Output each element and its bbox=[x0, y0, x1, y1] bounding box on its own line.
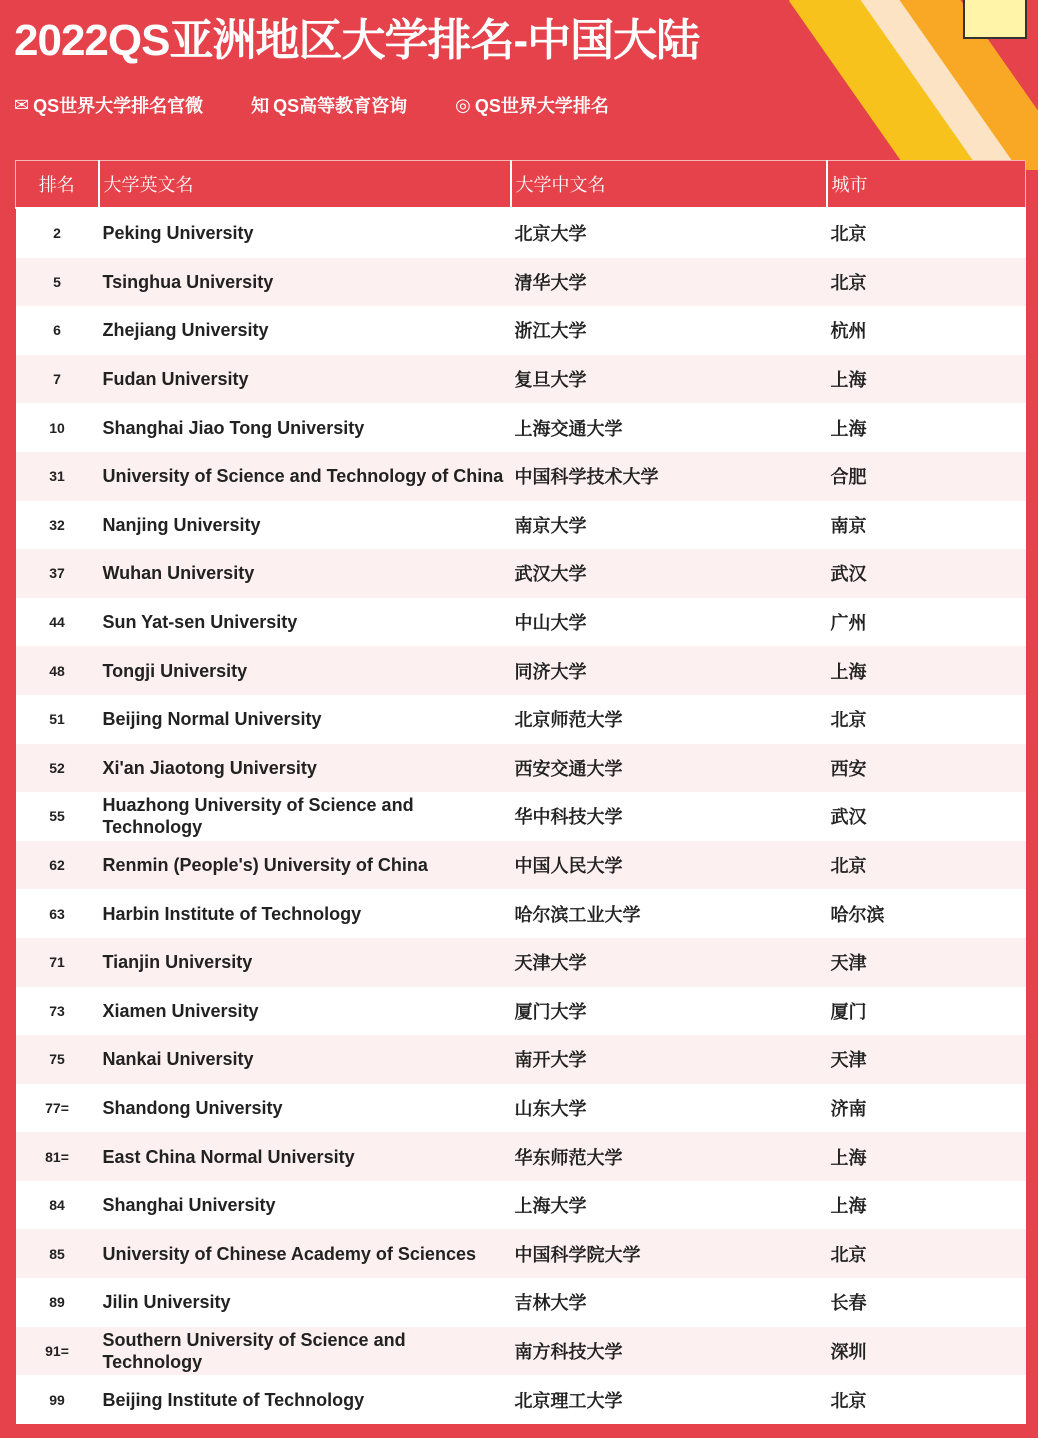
table-row bbox=[16, 306, 1026, 355]
table-row bbox=[16, 1084, 1026, 1133]
city-cell: 武汉 bbox=[827, 792, 1026, 841]
english-name-cell: Wuhan University bbox=[99, 549, 511, 598]
rank-cell: 91= bbox=[16, 1327, 99, 1376]
city-cell: 厦门 bbox=[827, 987, 1026, 1036]
chinese-name-cell: 山东大学 bbox=[511, 1084, 827, 1133]
rank-cell: 6 bbox=[16, 306, 99, 355]
rank-cell: 52 bbox=[16, 744, 99, 793]
chinese-name-cell: 武汉大学 bbox=[511, 549, 827, 598]
social-label: QS世界大学排名官微 bbox=[33, 96, 204, 116]
chinese-name-cell: 南开大学 bbox=[511, 1035, 827, 1084]
table-row bbox=[16, 258, 1026, 307]
table-row bbox=[16, 403, 1026, 452]
chinese-name-cell: 中国人民大学 bbox=[511, 841, 827, 890]
social-label: QS高等教育咨询 bbox=[273, 96, 408, 116]
wechat-icon: ✉ bbox=[14, 94, 30, 115]
rank-cell: 85 bbox=[16, 1229, 99, 1278]
city-cell: 哈尔滨 bbox=[827, 889, 1026, 938]
rank-cell: 89 bbox=[16, 1278, 99, 1327]
rank-cell: 7 bbox=[16, 355, 99, 404]
chinese-name-cell: 南方科技大学 bbox=[511, 1327, 827, 1376]
city-cell: 天津 bbox=[827, 938, 1026, 987]
city-cell: 北京 bbox=[827, 208, 1026, 258]
rank-cell: 77= bbox=[16, 1084, 99, 1133]
table-row bbox=[16, 1278, 1026, 1327]
rank-cell: 48 bbox=[16, 646, 99, 695]
city-cell: 杭州 bbox=[827, 306, 1026, 355]
english-name-cell: Nankai University bbox=[99, 1035, 511, 1084]
page-title: 2022QS亚洲地区大学排名-中国大陆 bbox=[14, 16, 700, 65]
chinese-name-cell: 华中科技大学 bbox=[511, 792, 827, 841]
table-row bbox=[16, 792, 1026, 841]
header-english-name: 大学英文名 bbox=[99, 161, 511, 209]
english-name-cell: Zhejiang University bbox=[99, 306, 511, 355]
city-cell: 北京 bbox=[827, 1375, 1026, 1424]
table-row bbox=[16, 1181, 1026, 1230]
english-name-cell: Renmin (People's) University of China bbox=[99, 841, 511, 890]
table-row bbox=[16, 501, 1026, 550]
table-row bbox=[16, 598, 1026, 647]
table-row bbox=[16, 452, 1026, 501]
city-cell: 北京 bbox=[827, 1229, 1026, 1278]
city-cell: 合肥 bbox=[827, 452, 1026, 501]
chinese-name-cell: 清华大学 bbox=[511, 258, 827, 307]
table-row bbox=[16, 695, 1026, 744]
city-cell: 天津 bbox=[827, 1035, 1026, 1084]
rank-cell: 55 bbox=[16, 792, 99, 841]
rank-cell: 73 bbox=[16, 987, 99, 1036]
zhihu-icon: 知 bbox=[251, 96, 270, 116]
decorative-illustration bbox=[738, 0, 1038, 170]
english-name-cell: Peking University bbox=[99, 208, 511, 258]
english-name-cell: Harbin Institute of Technology bbox=[99, 889, 511, 938]
chinese-name-cell: 吉林大学 bbox=[511, 1278, 827, 1327]
chinese-name-cell: 同济大学 bbox=[511, 646, 827, 695]
city-cell: 上海 bbox=[827, 403, 1026, 452]
table-row bbox=[16, 744, 1026, 793]
chinese-name-cell: 厦门大学 bbox=[511, 987, 827, 1036]
chinese-name-cell: 中国科学院大学 bbox=[511, 1229, 827, 1278]
chinese-name-cell: 华东师范大学 bbox=[511, 1132, 827, 1181]
weibo-icon: ◎ bbox=[455, 94, 471, 115]
header-chinese-name: 大学中文名 bbox=[511, 161, 827, 209]
chinese-name-cell: 南京大学 bbox=[511, 501, 827, 550]
english-name-cell: Southern University of Science and Technology bbox=[99, 1327, 511, 1376]
table-row bbox=[16, 208, 1026, 258]
english-name-cell: Tongji University bbox=[99, 646, 511, 695]
english-name-cell: Xi'an Jiaotong University bbox=[99, 744, 511, 793]
english-name-cell: Nanjing University bbox=[99, 501, 511, 550]
header-city: 城市 bbox=[827, 161, 1026, 209]
table-row bbox=[16, 841, 1026, 890]
ranking-table bbox=[15, 160, 1026, 1424]
table-row bbox=[16, 1229, 1026, 1278]
english-name-cell: University of Chinese Academy of Sciences bbox=[99, 1229, 511, 1278]
chinese-name-cell: 北京理工大学 bbox=[511, 1375, 827, 1424]
city-cell: 上海 bbox=[827, 646, 1026, 695]
city-cell: 济南 bbox=[827, 1084, 1026, 1133]
chinese-name-cell: 复旦大学 bbox=[511, 355, 827, 404]
rank-cell: 10 bbox=[16, 403, 99, 452]
city-cell: 南京 bbox=[827, 501, 1026, 550]
table-row bbox=[16, 1375, 1026, 1424]
social-weibo bbox=[455, 92, 609, 118]
table-row bbox=[16, 1035, 1026, 1084]
english-name-cell: East China Normal University bbox=[99, 1132, 511, 1181]
chinese-name-cell: 上海交通大学 bbox=[511, 403, 827, 452]
table-row bbox=[16, 549, 1026, 598]
chinese-name-cell: 北京师范大学 bbox=[511, 695, 827, 744]
english-name-cell: Xiamen University bbox=[99, 987, 511, 1036]
table-row bbox=[16, 1132, 1026, 1181]
rank-cell: 51 bbox=[16, 695, 99, 744]
social-label: QS世界大学排名 bbox=[474, 96, 609, 116]
rank-cell: 37 bbox=[16, 549, 99, 598]
city-cell: 深圳 bbox=[827, 1327, 1026, 1376]
header-rank: 排名 bbox=[16, 161, 99, 209]
table-row bbox=[16, 355, 1026, 404]
english-name-cell: Beijing Normal University bbox=[99, 695, 511, 744]
city-cell: 武汉 bbox=[827, 549, 1026, 598]
english-name-cell: University of Science and Technology of China bbox=[99, 452, 511, 501]
rank-cell: 2 bbox=[16, 208, 99, 258]
english-name-cell: Shanghai University bbox=[99, 1181, 511, 1230]
social-zhihu bbox=[251, 92, 407, 118]
english-name-cell: Jilin University bbox=[99, 1278, 511, 1327]
chinese-name-cell: 浙江大学 bbox=[511, 306, 827, 355]
english-name-cell: Tianjin University bbox=[99, 938, 511, 987]
rank-cell: 71 bbox=[16, 938, 99, 987]
city-cell: 北京 bbox=[827, 258, 1026, 307]
chinese-name-cell: 北京大学 bbox=[511, 208, 827, 258]
english-name-cell: Shanghai Jiao Tong University bbox=[99, 403, 511, 452]
rank-cell: 5 bbox=[16, 258, 99, 307]
rank-cell: 62 bbox=[16, 841, 99, 890]
city-cell: 北京 bbox=[827, 841, 1026, 890]
social-accounts bbox=[14, 92, 609, 118]
rank-cell: 84 bbox=[16, 1181, 99, 1230]
rank-cell: 75 bbox=[16, 1035, 99, 1084]
rank-cell: 44 bbox=[16, 598, 99, 647]
table-header bbox=[16, 161, 1026, 209]
city-cell: 上海 bbox=[827, 355, 1026, 404]
chinese-name-cell: 上海大学 bbox=[511, 1181, 827, 1230]
english-name-cell: Beijing Institute of Technology bbox=[99, 1375, 511, 1424]
chinese-name-cell: 天津大学 bbox=[511, 938, 827, 987]
social-wechat bbox=[14, 92, 203, 118]
rank-cell: 31 bbox=[16, 452, 99, 501]
rank-cell: 99 bbox=[16, 1375, 99, 1424]
english-name-cell: Tsinghua University bbox=[99, 258, 511, 307]
english-name-cell: Shandong University bbox=[99, 1084, 511, 1133]
chinese-name-cell: 哈尔滨工业大学 bbox=[511, 889, 827, 938]
city-cell: 长春 bbox=[827, 1278, 1026, 1327]
table-row bbox=[16, 889, 1026, 938]
city-cell: 西安 bbox=[827, 744, 1026, 793]
city-cell: 上海 bbox=[827, 1132, 1026, 1181]
chinese-name-cell: 西安交通大学 bbox=[511, 744, 827, 793]
table-row bbox=[16, 987, 1026, 1036]
english-name-cell: Fudan University bbox=[99, 355, 511, 404]
rank-cell: 63 bbox=[16, 889, 99, 938]
english-name-cell: Sun Yat-sen University bbox=[99, 598, 511, 647]
table-row bbox=[16, 938, 1026, 987]
city-cell: 上海 bbox=[827, 1181, 1026, 1230]
city-cell: 广州 bbox=[827, 598, 1026, 647]
rank-cell: 32 bbox=[16, 501, 99, 550]
rank-cell: 81= bbox=[16, 1132, 99, 1181]
chinese-name-cell: 中山大学 bbox=[511, 598, 827, 647]
table-row bbox=[16, 646, 1026, 695]
city-cell: 北京 bbox=[827, 695, 1026, 744]
english-name-cell: Huazhong University of Science and Technology bbox=[99, 792, 511, 841]
chinese-name-cell: 中国科学技术大学 bbox=[511, 452, 827, 501]
table-row bbox=[16, 1327, 1026, 1376]
